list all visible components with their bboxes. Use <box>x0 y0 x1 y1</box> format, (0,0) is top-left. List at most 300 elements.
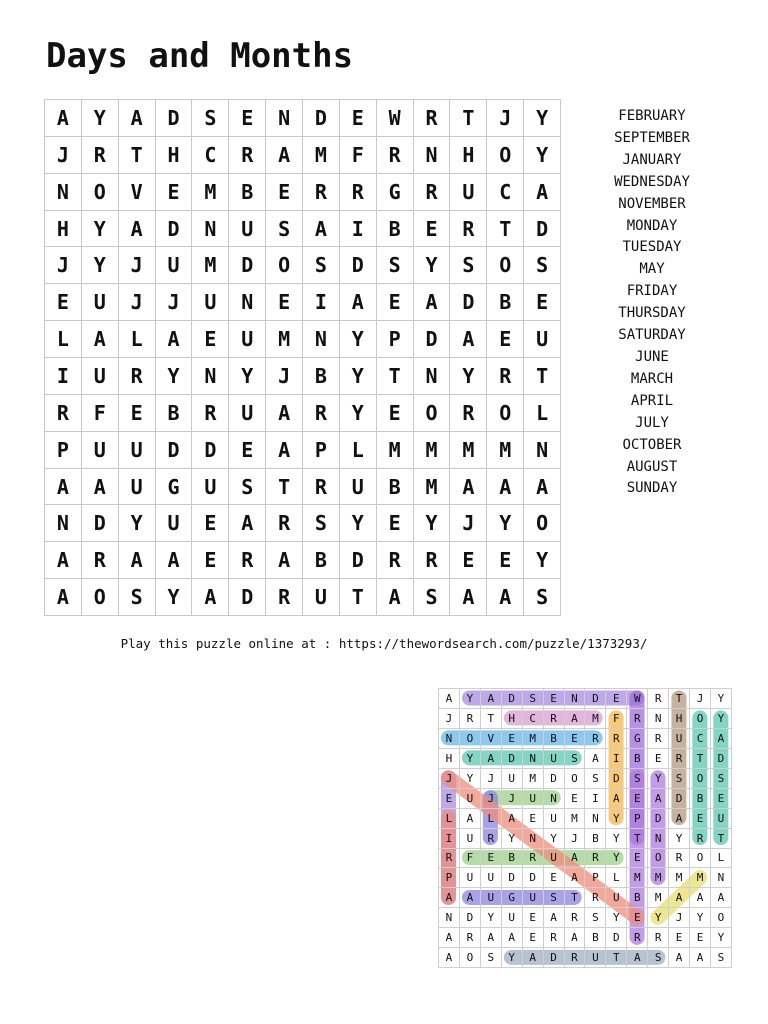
solution-row <box>439 728 732 748</box>
solution-cell: A <box>564 928 585 948</box>
solution-cell: A <box>627 948 648 968</box>
grid-cell[interactable]: R <box>487 358 524 395</box>
grid-cell[interactable]: U <box>81 358 118 395</box>
solution-cell: R <box>585 848 606 868</box>
grid-cell[interactable]: J <box>45 136 82 173</box>
solution-cell: Y <box>459 689 480 709</box>
solution-cell: S <box>585 768 606 788</box>
grid-cell[interactable]: M <box>192 173 229 210</box>
grid-cell[interactable]: C <box>487 173 524 210</box>
grid-cell[interactable]: B <box>376 210 413 247</box>
grid-cell[interactable]: T <box>376 358 413 395</box>
grid-cell[interactable]: A <box>524 173 561 210</box>
solution-cell: T <box>606 948 627 968</box>
grid-cell[interactable]: B <box>303 358 340 395</box>
grid-cell[interactable]: S <box>192 100 229 137</box>
grid-cell[interactable]: S <box>229 468 266 505</box>
grid-cell[interactable]: E <box>376 505 413 542</box>
grid-cell[interactable]: Y <box>155 358 192 395</box>
solution-cell: E <box>480 848 501 868</box>
grid-cell[interactable]: S <box>376 247 413 284</box>
grid-cell[interactable]: Y <box>450 358 487 395</box>
grid-cell[interactable]: E <box>155 173 192 210</box>
grid-cell[interactable]: C <box>192 136 229 173</box>
grid-cell[interactable]: M <box>413 431 450 468</box>
grid-cell[interactable]: O <box>487 136 524 173</box>
word-item: MAY <box>639 261 665 278</box>
solution-cell: N <box>522 748 543 768</box>
grid-cell[interactable]: O <box>524 505 561 542</box>
grid-cell[interactable]: A <box>45 468 82 505</box>
grid-cell[interactable]: A <box>192 579 229 616</box>
grid-cell[interactable]: A <box>450 579 487 616</box>
grid-cell[interactable]: Y <box>524 100 561 137</box>
solution-cell: N <box>585 808 606 828</box>
grid-cell[interactable]: B <box>487 284 524 321</box>
grid-cell[interactable]: H <box>450 136 487 173</box>
grid-row <box>45 358 561 395</box>
grid-cell[interactable]: B <box>303 542 340 579</box>
grid-cell[interactable]: P <box>303 431 340 468</box>
grid-cell[interactable]: D <box>81 505 118 542</box>
grid-cell[interactable]: P <box>376 321 413 358</box>
grid-cell[interactable]: A <box>524 468 561 505</box>
grid-cell[interactable]: V <box>118 173 155 210</box>
grid-cell[interactable]: O <box>413 394 450 431</box>
grid-cell[interactable]: U <box>155 505 192 542</box>
solution-cell: O <box>648 848 669 868</box>
grid-cell[interactable]: E <box>266 173 303 210</box>
grid-cell[interactable]: A <box>118 542 155 579</box>
grid-cell[interactable]: R <box>303 394 340 431</box>
solution-cell: A <box>710 728 731 748</box>
puzzle-title: Days and Months <box>46 36 354 76</box>
solution-cell: J <box>480 788 501 808</box>
grid-cell[interactable]: R <box>81 542 118 579</box>
solution-cell: U <box>459 788 480 808</box>
grid-cell[interactable]: D <box>339 542 376 579</box>
grid-cell[interactable]: U <box>118 431 155 468</box>
word-list <box>602 106 702 500</box>
grid-cell[interactable]: E <box>376 394 413 431</box>
grid-cell[interactable]: Y <box>339 358 376 395</box>
grid-cell[interactable]: M <box>413 468 450 505</box>
solution-row <box>439 768 732 788</box>
grid-cell[interactable]: O <box>266 247 303 284</box>
grid-cell[interactable]: T <box>339 579 376 616</box>
grid-cell[interactable]: J <box>266 358 303 395</box>
solution-cell: U <box>543 748 564 768</box>
grid-cell[interactable]: R <box>339 173 376 210</box>
grid-cell[interactable]: R <box>118 358 155 395</box>
solution-cell: U <box>585 948 606 968</box>
grid-cell[interactable]: R <box>413 173 450 210</box>
grid-cell[interactable]: M <box>303 136 340 173</box>
solution-cell: U <box>480 888 501 908</box>
grid-cell[interactable]: A <box>339 284 376 321</box>
grid-cell[interactable]: A <box>487 468 524 505</box>
grid-cell[interactable]: T <box>266 468 303 505</box>
grid-cell[interactable]: N <box>45 505 82 542</box>
grid-cell[interactable]: D <box>524 210 561 247</box>
grid-cell[interactable]: U <box>155 247 192 284</box>
grid-cell[interactable]: R <box>229 136 266 173</box>
grid-cell[interactable]: E <box>339 100 376 137</box>
grid-cell[interactable]: A <box>155 542 192 579</box>
grid-cell[interactable]: N <box>413 358 450 395</box>
grid-cell[interactable]: N <box>413 136 450 173</box>
grid-cell[interactable]: Y <box>155 579 192 616</box>
grid-cell[interactable]: A <box>266 431 303 468</box>
grid-cell[interactable]: Y <box>524 542 561 579</box>
grid-cell[interactable]: R <box>303 468 340 505</box>
grid-cell[interactable]: A <box>450 321 487 358</box>
solution-cell: C <box>522 708 543 728</box>
grid-cell[interactable]: A <box>81 321 118 358</box>
solution-row <box>439 908 732 928</box>
solution-cell: A <box>564 708 585 728</box>
grid-cell[interactable]: B <box>229 173 266 210</box>
grid-cell[interactable]: N <box>229 284 266 321</box>
grid-cell[interactable]: D <box>229 247 266 284</box>
grid-cell[interactable]: N <box>192 210 229 247</box>
grid-cell[interactable]: D <box>192 431 229 468</box>
grid-cell[interactable]: D <box>229 579 266 616</box>
solution-cell: A <box>606 788 627 808</box>
solution-cell: A <box>648 788 669 808</box>
grid-row <box>45 210 561 247</box>
grid-cell[interactable]: A <box>487 579 524 616</box>
grid-cell[interactable]: L <box>118 321 155 358</box>
solution-cell: T <box>669 689 690 709</box>
grid-cell[interactable]: A <box>376 579 413 616</box>
grid-cell[interactable]: D <box>155 431 192 468</box>
grid-cell[interactable]: U <box>450 173 487 210</box>
grid-cell[interactable]: E <box>487 321 524 358</box>
solution-cell: Y <box>606 908 627 928</box>
grid-cell[interactable]: E <box>192 321 229 358</box>
solution-cell: A <box>480 748 501 768</box>
word-item: OCTOBER <box>622 436 682 453</box>
word-item: FRIDAY <box>626 283 678 300</box>
grid-cell[interactable]: Y <box>81 210 118 247</box>
solution-cell: R <box>606 728 627 748</box>
solution-row <box>439 748 732 768</box>
grid-cell[interactable]: R <box>413 542 450 579</box>
grid-cell[interactable]: U <box>81 431 118 468</box>
grid-cell[interactable]: G <box>376 173 413 210</box>
solution-cell: E <box>522 928 543 948</box>
grid-cell[interactable]: R <box>192 394 229 431</box>
grid-cell[interactable]: N <box>303 321 340 358</box>
solution-cell: T <box>690 748 711 768</box>
grid-cell[interactable]: A <box>155 321 192 358</box>
solution-cell: S <box>480 948 501 968</box>
grid-cell[interactable]: E <box>192 505 229 542</box>
grid-cell[interactable]: Y <box>339 394 376 431</box>
solution-cell: U <box>459 868 480 888</box>
solution-cell: E <box>543 689 564 709</box>
grid-cell[interactable]: S <box>450 247 487 284</box>
solution-cell: L <box>606 868 627 888</box>
grid-cell[interactable]: A <box>118 210 155 247</box>
grid-cell[interactable]: U <box>118 468 155 505</box>
grid-cell[interactable]: D <box>155 210 192 247</box>
grid-cell[interactable]: U <box>303 579 340 616</box>
solution-cell: S <box>669 768 690 788</box>
grid-cell[interactable]: M <box>376 431 413 468</box>
grid-cell[interactable]: E <box>118 394 155 431</box>
solution-cell: D <box>459 908 480 928</box>
grid-cell[interactable]: U <box>339 468 376 505</box>
grid-cell[interactable]: N <box>266 100 303 137</box>
grid-cell[interactable]: U <box>229 210 266 247</box>
grid-cell[interactable]: I <box>339 210 376 247</box>
grid-cell[interactable]: Y <box>339 505 376 542</box>
grid-cell[interactable]: L <box>524 394 561 431</box>
grid-cell[interactable]: O <box>487 394 524 431</box>
grid-cell[interactable]: I <box>45 358 82 395</box>
grid-cell[interactable]: Y <box>81 100 118 137</box>
grid-cell[interactable]: E <box>487 542 524 579</box>
solution-cell: I <box>585 788 606 808</box>
solution-cell: S <box>522 689 543 709</box>
grid-cell[interactable]: M <box>192 247 229 284</box>
grid-cell[interactable]: J <box>487 100 524 137</box>
grid-cell[interactable]: D <box>303 100 340 137</box>
solution-cell: D <box>669 788 690 808</box>
footer-text: Play this puzzle online at : https://thewordsearch.com/puzzle/1373293/ <box>120 636 648 651</box>
solution-cell: P <box>585 868 606 888</box>
grid-cell[interactable]: R <box>81 136 118 173</box>
grid-cell[interactable]: R <box>413 100 450 137</box>
solution-cell: O <box>459 948 480 968</box>
grid-cell[interactable]: L <box>339 431 376 468</box>
solution-cell: A <box>522 948 543 968</box>
solution-row <box>439 948 732 968</box>
solution-cell: A <box>669 808 690 828</box>
grid-cell[interactable]: U <box>192 468 229 505</box>
grid-cell[interactable]: M <box>450 431 487 468</box>
grid-cell[interactable]: Y <box>487 505 524 542</box>
solution-cell: S <box>710 768 731 788</box>
grid-cell[interactable]: J <box>155 284 192 321</box>
grid-row <box>45 136 561 173</box>
grid-cell[interactable]: E <box>413 210 450 247</box>
grid-cell[interactable]: P <box>45 431 82 468</box>
grid-cell[interactable]: J <box>450 505 487 542</box>
grid-cell[interactable]: B <box>376 468 413 505</box>
grid-cell[interactable]: E <box>229 100 266 137</box>
grid-cell[interactable]: F <box>81 394 118 431</box>
solution-row <box>439 928 732 948</box>
grid-cell[interactable]: U <box>192 284 229 321</box>
grid-cell[interactable]: H <box>155 136 192 173</box>
grid-cell[interactable]: S <box>524 579 561 616</box>
grid-cell[interactable]: U <box>81 284 118 321</box>
solution-cell: A <box>690 888 711 908</box>
grid-cell[interactable]: A <box>229 505 266 542</box>
grid-cell[interactable]: A <box>45 542 82 579</box>
grid-cell[interactable]: N <box>192 358 229 395</box>
grid-cell[interactable]: A <box>266 394 303 431</box>
solution-cell: C <box>690 728 711 748</box>
grid-cell[interactable]: S <box>118 579 155 616</box>
grid-cell[interactable]: T <box>450 100 487 137</box>
grid-cell[interactable]: O <box>81 579 118 616</box>
solution-cell: I <box>439 828 460 848</box>
grid-cell[interactable]: O <box>81 173 118 210</box>
grid-cell[interactable]: E <box>45 284 82 321</box>
solution-cell: G <box>501 888 522 908</box>
grid-cell[interactable]: R <box>376 136 413 173</box>
solution-cell: R <box>690 828 711 848</box>
word-item: APRIL <box>630 392 674 409</box>
grid-cell[interactable]: R <box>450 394 487 431</box>
grid-cell[interactable]: E <box>192 542 229 579</box>
grid-row <box>45 394 561 431</box>
grid-cell[interactable]: E <box>524 284 561 321</box>
solution-cell: A <box>439 689 460 709</box>
grid-cell[interactable]: D <box>413 321 450 358</box>
solution-cell: B <box>627 888 648 908</box>
grid-cell[interactable]: E <box>376 284 413 321</box>
solution-cell: B <box>627 748 648 768</box>
grid-cell[interactable]: Y <box>229 358 266 395</box>
grid-cell[interactable]: R <box>229 542 266 579</box>
grid-cell[interactable]: U <box>524 321 561 358</box>
solution-cell: N <box>710 868 731 888</box>
solution-cell: S <box>627 768 648 788</box>
grid-cell[interactable]: S <box>266 210 303 247</box>
grid-cell[interactable]: Y <box>118 505 155 542</box>
solution-cell: R <box>439 848 460 868</box>
solution-cell: R <box>564 908 585 928</box>
solution-cell: L <box>439 808 460 828</box>
grid-cell[interactable]: T <box>118 136 155 173</box>
solution-cell: E <box>627 788 648 808</box>
solution-cell: H <box>439 748 460 768</box>
grid-cell[interactable]: W <box>376 100 413 137</box>
grid-cell[interactable]: R <box>266 505 303 542</box>
solution-cell: A <box>543 908 564 928</box>
grid-cell[interactable]: I <box>303 284 340 321</box>
grid-cell[interactable]: M <box>266 321 303 358</box>
solution-grid <box>438 688 732 968</box>
grid-cell[interactable]: L <box>45 321 82 358</box>
letter-grid[interactable] <box>44 99 561 616</box>
grid-cell[interactable]: H <box>45 210 82 247</box>
grid-cell[interactable]: A <box>45 579 82 616</box>
solution-cell: R <box>585 888 606 908</box>
grid-cell[interactable]: E <box>266 284 303 321</box>
solution-cell: A <box>480 689 501 709</box>
solution-cell: M <box>690 868 711 888</box>
solution-cell: A <box>501 808 522 828</box>
grid-cell[interactable]: R <box>45 394 82 431</box>
solution-cell: D <box>543 768 564 788</box>
word-item: THURSDAY <box>618 305 686 322</box>
word-item: AUGUST <box>626 458 678 475</box>
grid-cell[interactable]: B <box>155 394 192 431</box>
solution-cell: Y <box>710 928 731 948</box>
solution-cell: M <box>669 868 690 888</box>
grid-cell[interactable]: U <box>229 321 266 358</box>
solution-cell: J <box>480 768 501 788</box>
solution-cell: Y <box>648 768 669 788</box>
grid-cell[interactable]: G <box>155 468 192 505</box>
grid-cell[interactable]: A <box>118 100 155 137</box>
grid-cell[interactable]: E <box>229 431 266 468</box>
grid-cell[interactable]: O <box>487 247 524 284</box>
solution-cell: J <box>439 768 460 788</box>
grid-cell[interactable]: E <box>450 542 487 579</box>
solution-cell: R <box>522 848 543 868</box>
grid-cell[interactable]: R <box>376 542 413 579</box>
grid-cell[interactable]: N <box>524 431 561 468</box>
grid-cell[interactable]: J <box>45 247 82 284</box>
grid-cell[interactable]: J <box>118 284 155 321</box>
grid-cell[interactable]: D <box>450 284 487 321</box>
solution-cell: G <box>627 728 648 748</box>
grid-cell[interactable]: T <box>487 210 524 247</box>
grid-cell[interactable]: M <box>487 431 524 468</box>
word-item: JUNE <box>635 348 669 365</box>
grid-cell[interactable]: D <box>339 247 376 284</box>
grid-cell[interactable]: A <box>45 100 82 137</box>
solution-cell: D <box>606 768 627 788</box>
grid-cell[interactable]: R <box>303 173 340 210</box>
grid-cell[interactable]: A <box>266 542 303 579</box>
grid-cell[interactable]: S <box>413 579 450 616</box>
word-item: MONDAY <box>626 217 678 234</box>
grid-cell[interactable]: R <box>266 579 303 616</box>
grid-cell[interactable]: U <box>229 394 266 431</box>
solution-cell: Y <box>690 908 711 928</box>
grid-cell[interactable]: D <box>155 100 192 137</box>
solution-cell: U <box>543 848 564 868</box>
grid-cell[interactable]: Y <box>339 321 376 358</box>
solution-cell: J <box>669 908 690 928</box>
grid-cell[interactable]: N <box>45 173 82 210</box>
grid-cell[interactable]: Y <box>413 247 450 284</box>
grid-cell[interactable]: S <box>524 247 561 284</box>
grid-cell[interactable]: A <box>303 210 340 247</box>
grid-cell[interactable]: A <box>413 284 450 321</box>
grid-cell[interactable]: Y <box>524 136 561 173</box>
grid-cell[interactable]: R <box>450 210 487 247</box>
solution-cell: S <box>648 948 669 968</box>
grid-cell[interactable]: Y <box>81 247 118 284</box>
grid-cell[interactable]: T <box>524 358 561 395</box>
grid-row <box>45 579 561 616</box>
solution-cell: A <box>439 888 460 908</box>
solution-cell: H <box>501 708 522 728</box>
grid-cell[interactable]: S <box>303 505 340 542</box>
grid-cell[interactable]: Y <box>413 505 450 542</box>
grid-row <box>45 173 561 210</box>
grid-row <box>45 247 561 284</box>
solution-cell: O <box>564 768 585 788</box>
solution-cell: Y <box>606 848 627 868</box>
grid-cell[interactable]: F <box>339 136 376 173</box>
grid-cell[interactable]: A <box>450 468 487 505</box>
grid-cell[interactable]: A <box>266 136 303 173</box>
grid-cell[interactable]: S <box>303 247 340 284</box>
grid-cell[interactable]: A <box>81 468 118 505</box>
grid-cell[interactable]: J <box>118 247 155 284</box>
grid-row <box>45 542 561 579</box>
